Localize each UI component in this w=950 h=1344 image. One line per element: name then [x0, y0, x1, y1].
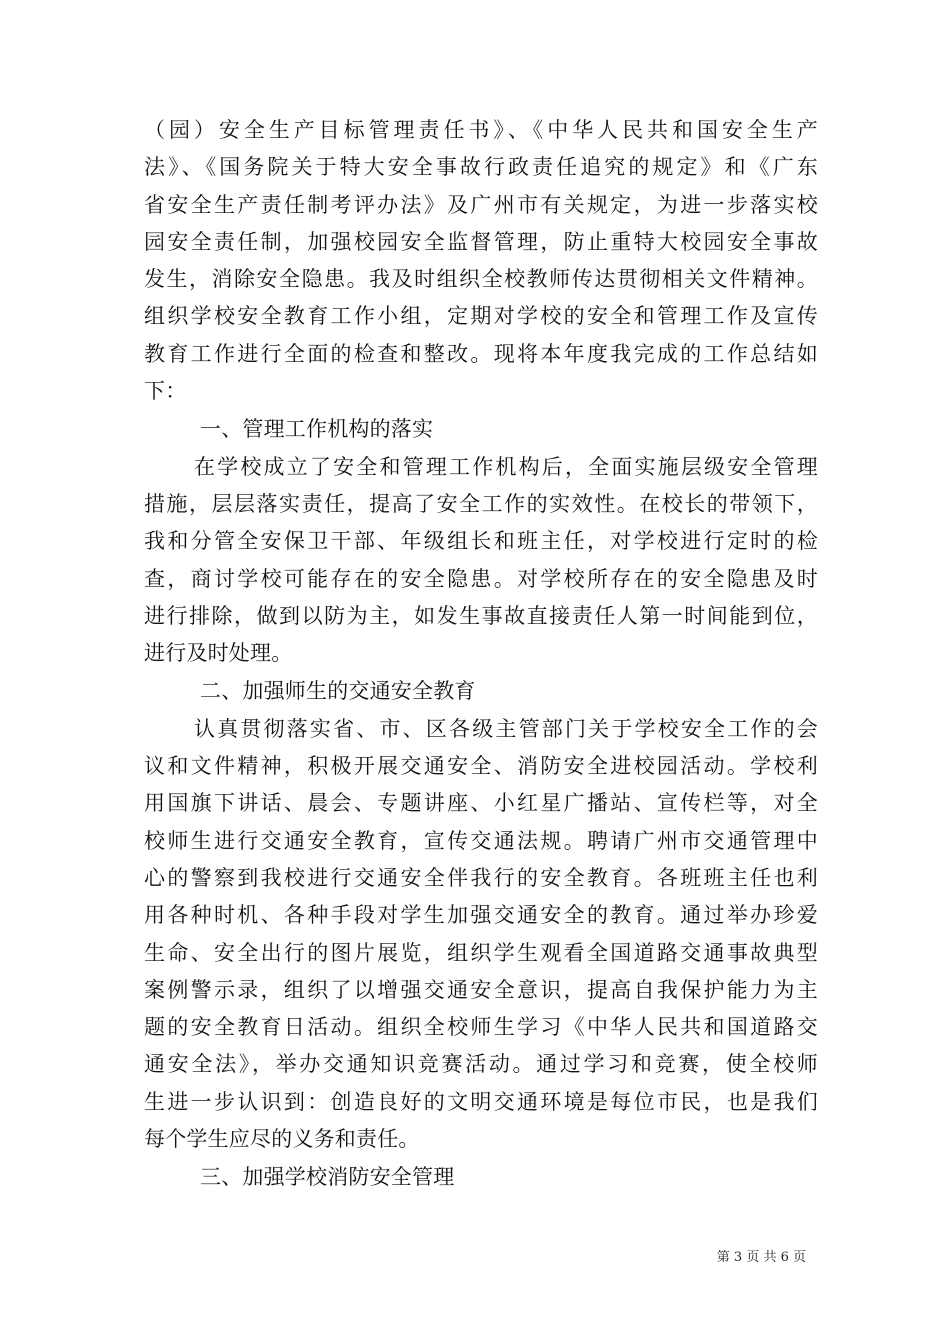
text-line: 心的警察到我校进行交通安全伴我行的安全教育。各班班主任也利: [144, 865, 818, 890]
body-text: [144, 112, 818, 1197]
text-line: 教育工作进行全面的检查和整改。现将本年度我完成的工作总结如: [144, 341, 818, 366]
section-heading-3: 三、加强学校消防安全管理: [200, 1165, 455, 1190]
text-line: 查，商讨学校可能存在的安全隐患。对学校所存在的安全隐患及时: [144, 566, 818, 591]
text-line: 下：: [144, 379, 187, 404]
text-line: 题的安全教育日活动。组织全校师生学习《中华人民共和国道路交: [144, 1015, 818, 1040]
text-line: 我和分管全安保卫干部、年级组长和班主任，对学校进行定时的检: [144, 529, 818, 554]
text-line: （园）安全生产目标管理责任书》、《中华人民共和国安全生产: [144, 118, 818, 142]
section-heading-2: 二、加强师生的交通安全教育: [200, 679, 476, 704]
text-line: 每个学生应尽的义务和责任。: [144, 1127, 420, 1152]
text-line: 通安全法》，举办交通知识竞赛活动。通过学习和竞赛，使全校师: [144, 1052, 818, 1077]
text-line: 省安全生产责任制考评办法》及广州市有关规定，为进一步落实校: [144, 192, 818, 217]
text-line: 校师生进行交通安全教育，宣传交通法规。聘请广州市交通管理中: [144, 828, 818, 853]
text-line: 用各种时机、各种手段对学生加强交通安全的教育。通过举办珍爱: [144, 903, 818, 928]
section-heading-1: 一、管理工作机构的落实: [200, 417, 434, 442]
text-line: 案例警示录，组织了以增强交通安全意识，提高自我保护能力为主: [144, 977, 818, 1002]
text-line: 生进一步认识到：创造良好的文明交通环境是每位市民，也是我们: [144, 1089, 818, 1114]
text-line: 法》、《国务院关于特大安全事故行政责任追究的规定》和《广东: [144, 155, 818, 180]
text-line: 认真贯彻落实省、市、区各级主管部门关于学校安全工作的会: [194, 716, 818, 741]
text-line: 组织学校安全教育工作小组，定期对学校的安全和管理工作及宣传: [144, 304, 818, 329]
text-line: 园安全责任制，加强校园安全监督管理，防止重特大校园安全事故: [144, 229, 818, 254]
text-line: 用国旗下讲话、晨会、专题讲座、小红星广播站、宣传栏等，对全: [144, 791, 818, 816]
text-line: 进行排除，做到以防为主，如发生事故直接责任人第一时间能到位，: [144, 603, 818, 628]
text-line: 议和文件精神，积极开展交通安全、消防安全进校园活动。学校利: [144, 754, 818, 779]
text-line: 措施，层层落实责任，提高了安全工作的实效性。在校长的带领下，: [144, 491, 818, 516]
text-line: 发生，消除安全隐患。我及时组织全校教师传达贯彻相关文件精神。: [144, 267, 818, 292]
text-line: 在学校成立了安全和管理工作机构后，全面实施层级安全管理: [194, 454, 818, 479]
text-line: 进行及时处理。: [144, 641, 293, 666]
page-number-footer: 第 3 页 共 6 页: [716, 1250, 806, 1265]
text-line: 生命、安全出行的图片展览，组织学生观看全国道路交通事故典型: [144, 940, 818, 965]
